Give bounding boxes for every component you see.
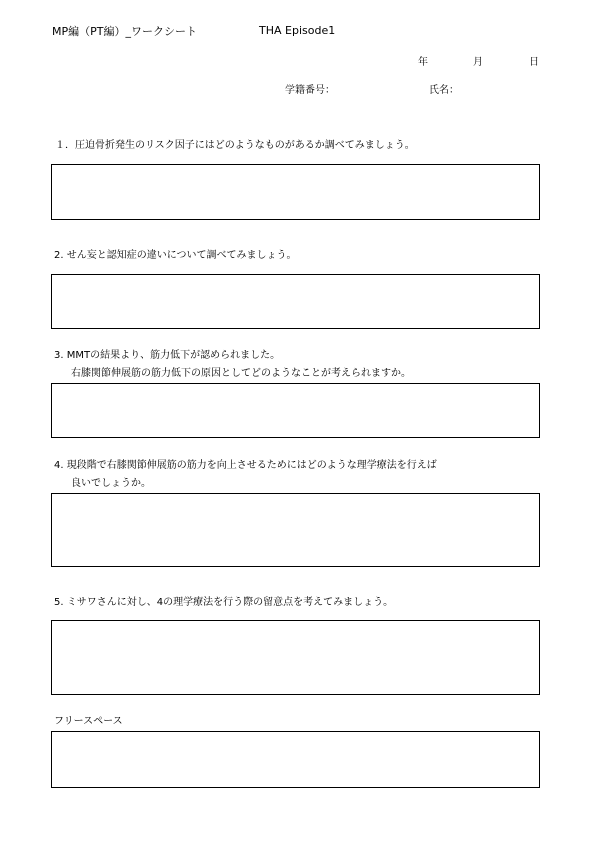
episode-title: THA Episode1 xyxy=(259,24,336,37)
question-3-text-line1: 3. MMTの結果より、筋力低下が認められました。 xyxy=(54,350,281,361)
answer-box-5[interactable] xyxy=(51,620,540,695)
question-1-text: １．圧迫骨折発生のリスク因子にはどのようなものがあるか調べてみましょう。 xyxy=(55,140,415,151)
question-5-text: 5. ミサワさんに対し、4の理学療法を行う際の留意点を考えてみましょう。 xyxy=(54,597,394,608)
date-year-label: 年 xyxy=(418,57,428,68)
answer-box-3[interactable] xyxy=(51,383,540,438)
free-space-box[interactable] xyxy=(51,731,540,788)
student-id-label: 学籍番号： xyxy=(285,85,335,96)
question-4-text-line1: 4. 現段階で右膝関節伸展筋の筋力を向上させるためにはどのような理学療法を行えば xyxy=(54,460,437,471)
student-name-label: 氏名： xyxy=(429,85,459,96)
free-space-label: フリースペース xyxy=(54,716,123,727)
question-4-text-line2: 良いでしょうか。 xyxy=(71,478,151,489)
answer-box-2[interactable] xyxy=(51,274,540,329)
answer-box-1[interactable] xyxy=(51,164,540,220)
answer-box-4[interactable] xyxy=(51,493,540,567)
date-day-label: 日 xyxy=(529,57,539,68)
date-month-label: 月 xyxy=(473,57,483,68)
question-2-text: 2. せん妄と認知症の違いについて調べてみましょう。 xyxy=(54,250,297,261)
question-3-text-line2: 右膝関節伸展筋の筋力低下の原因としてどのようなことが考えられますか。 xyxy=(71,368,411,379)
worksheet-title: MP編（PT編）_ワークシート xyxy=(52,25,197,38)
